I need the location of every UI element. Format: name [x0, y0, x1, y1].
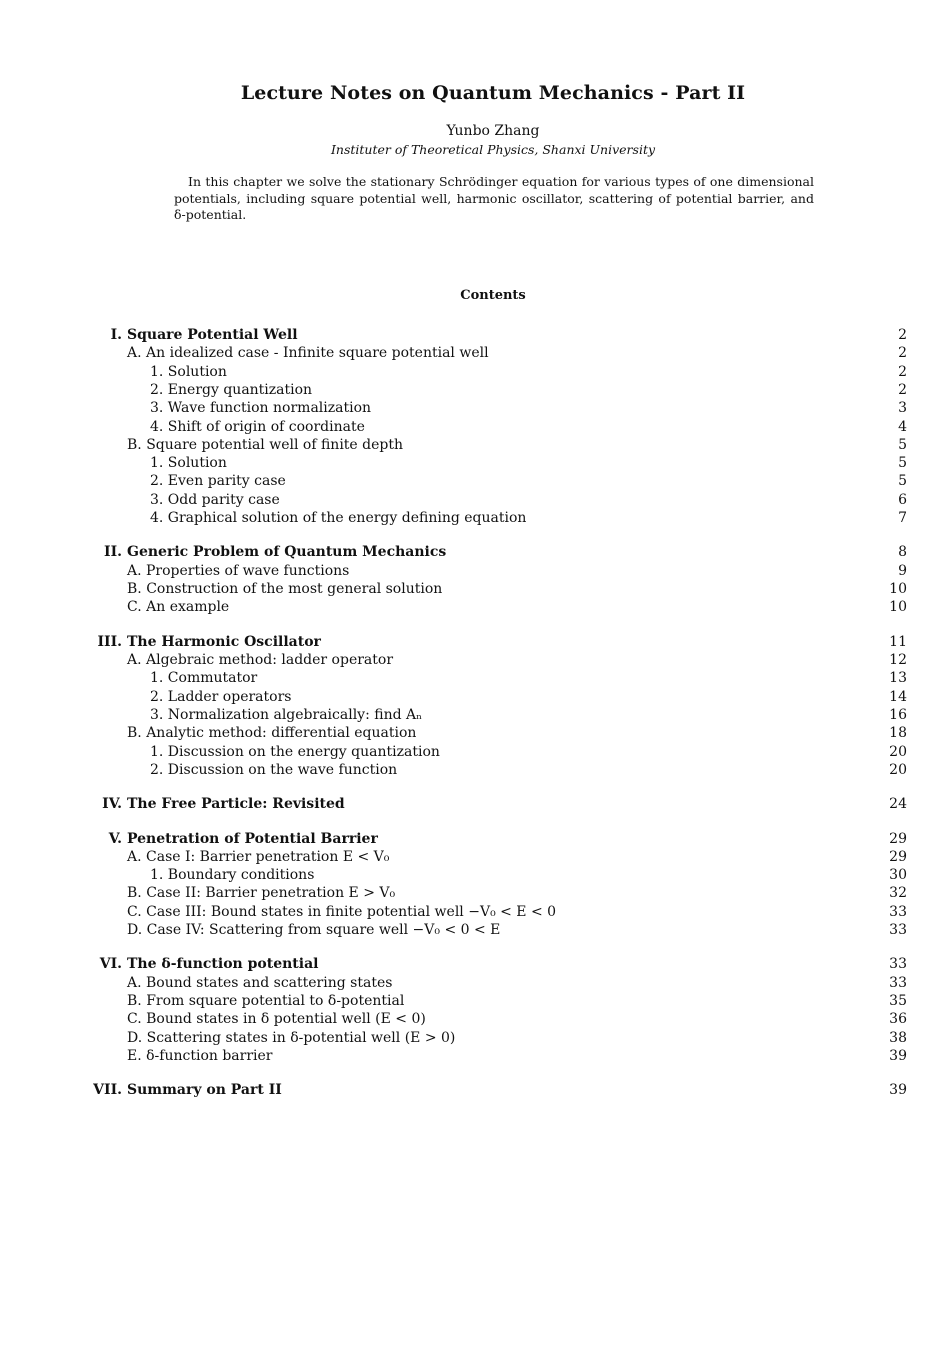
toc-subsubsection-entry[interactable] [0, 761, 952, 779]
toc-entry-label: C. Bound states in δ potential well (E < 0) [127, 1011, 426, 1028]
toc-entry-label: 2. Discussion on the wave function [150, 761, 398, 778]
toc-page-number: 10 [889, 581, 907, 598]
toc-section-number: III. [97, 633, 122, 650]
toc-subsection-entry[interactable] [0, 1029, 952, 1047]
toc-section-heading[interactable] [0, 633, 952, 651]
toc-entry-label: 1. Boundary conditions [150, 867, 315, 884]
toc-page-number: 2 [898, 327, 907, 343]
toc-page-number: 3 [898, 400, 907, 417]
toc-page-number: 39 [889, 1082, 907, 1099]
toc-entry-label: 1. Commutator [150, 670, 258, 687]
toc-page-number: 39 [889, 1047, 907, 1064]
toc-subsection-entry[interactable] [0, 651, 952, 669]
toc-section-title: The Harmonic Oscillator [127, 633, 321, 650]
toc-subsection-entry[interactable] [0, 992, 952, 1010]
toc-entry-label: A. An idealized case - Infinite square potential well [127, 345, 489, 362]
toc-section [0, 543, 952, 616]
toc-page-number: 14 [889, 688, 907, 705]
toc-subsubsection-entry[interactable] [0, 866, 952, 884]
toc-page-number: 24 [889, 796, 907, 813]
abstract-paragraph: In this chapter we solve the stationary Schrödinger equation for various types of one dimensional potentials, including square potential well, harmonic oscillator, scattering of potential barrier, and δ-potential. [174, 174, 814, 222]
toc-entry-label: 4. Shift of origin of coordinate [150, 418, 365, 435]
toc-entry-label: 2. Even parity case [150, 473, 286, 490]
toc-page-number: 7 [898, 510, 907, 527]
author-affiliation: Instituter of Theoretical Physics, Shanxi University [330, 142, 656, 157]
toc-section-title: The Free Particle: Revisited [127, 796, 345, 813]
toc-subsubsection-entry[interactable] [0, 418, 952, 436]
toc-entry-label: B. Case II: Barrier penetration E > V₀ [127, 885, 396, 902]
toc-page-number: 16 [889, 706, 907, 723]
toc-section-title: The δ-function potential [127, 956, 319, 973]
table-of-contents [0, 326, 952, 1116]
toc-subsubsection-entry[interactable] [0, 706, 952, 724]
toc-page-number: 30 [889, 867, 907, 884]
toc-section [0, 326, 952, 527]
toc-page-number: 11 [889, 633, 907, 650]
toc-subsection-entry[interactable] [0, 580, 952, 598]
toc-entry-label: 2. Energy quantization [150, 381, 313, 398]
toc-entry-label: 2. Ladder operators [150, 688, 292, 705]
toc-section-heading[interactable] [0, 543, 952, 561]
toc-entry-label: 1. Discussion on the energy quantization [150, 743, 440, 760]
toc-page-number: 36 [889, 1011, 907, 1028]
toc-section-number: VI. [99, 956, 122, 973]
toc-subsection-entry[interactable] [0, 921, 952, 939]
toc-subsection-entry[interactable] [0, 903, 952, 921]
toc-entry-label: 3. Wave function normalization [150, 400, 372, 417]
toc-entry-label: D. Case IV: Scattering from square well −V₀ < 0 < E [127, 922, 501, 939]
toc-entry-label: B. From square potential to δ-potential [127, 993, 405, 1010]
toc-section-number: II. [104, 544, 122, 561]
toc-section-heading[interactable] [0, 1081, 952, 1099]
toc-page-number: 13 [889, 670, 907, 687]
toc-entry-label: D. Scattering states in δ-potential well (E > 0) [127, 1029, 456, 1046]
toc-page-number: 5 [898, 473, 907, 490]
toc-entry-label: 1. Solution [150, 455, 227, 472]
toc-page-number: 20 [889, 761, 907, 778]
toc-section [0, 1081, 952, 1099]
toc-section-number: I. [110, 327, 122, 343]
author-name: Yunbo Zhang [446, 123, 540, 139]
toc-section-heading[interactable] [0, 830, 952, 848]
toc-page-number: 33 [889, 974, 907, 991]
toc-subsubsection-entry[interactable] [0, 491, 952, 509]
toc-entry-label: 3. Odd parity case [150, 491, 280, 508]
toc-section-title: Penetration of Potential Barrier [127, 830, 378, 847]
toc-subsubsection-entry[interactable] [0, 743, 952, 761]
toc-page-number: 6 [898, 491, 907, 508]
toc-subsubsection-entry[interactable] [0, 363, 952, 381]
toc-section-number: V. [108, 830, 122, 847]
toc-entry-label: C. Case III: Bound states in finite potential well −V₀ < E < 0 [127, 903, 557, 920]
toc-page-number: 10 [889, 599, 907, 616]
toc-page-number: 18 [889, 725, 907, 742]
toc-subsection-entry[interactable] [0, 562, 952, 580]
toc-page-number: 2 [898, 363, 907, 380]
toc-subsection-entry[interactable] [0, 1010, 952, 1028]
toc-entry-label: 3. Normalization algebraically: find Aₙ [150, 706, 423, 723]
toc-section-title: Square Potential Well [127, 327, 298, 343]
toc-page-number: 2 [898, 381, 907, 398]
toc-page-number: 20 [889, 743, 907, 760]
toc-subsection-entry[interactable] [0, 724, 952, 742]
toc-subsection-entry[interactable] [0, 974, 952, 992]
toc-entry-label: 1. Solution [150, 363, 227, 380]
toc-page-number: 38 [889, 1029, 907, 1046]
toc-section-number: IV. [102, 796, 122, 813]
toc-section-heading[interactable] [0, 955, 952, 973]
toc-subsubsection-entry[interactable] [0, 381, 952, 399]
toc-entry-label: B. Construction of the most general solution [127, 581, 443, 598]
toc-page-number: 2 [898, 345, 907, 362]
toc-page-number: 33 [889, 956, 907, 973]
toc-subsection-entry[interactable] [0, 848, 952, 866]
toc-entry-label: E. δ-function barrier [127, 1047, 273, 1064]
toc-page-number: 5 [898, 455, 907, 472]
contents-heading: Contents [460, 288, 526, 303]
toc-section-heading[interactable] [0, 326, 952, 344]
toc-subsection-entry[interactable] [0, 1047, 952, 1065]
toc-page-number: 35 [889, 993, 907, 1010]
toc-page-number: 32 [889, 885, 907, 902]
toc-subsubsection-entry[interactable] [0, 509, 952, 527]
toc-section [0, 633, 952, 779]
toc-section [0, 955, 952, 1065]
toc-section [0, 830, 952, 940]
toc-subsection-entry[interactable] [0, 884, 952, 902]
toc-subsubsection-entry[interactable] [0, 454, 952, 472]
toc-subsubsection-entry[interactable] [0, 688, 952, 706]
toc-subsection-entry[interactable] [0, 598, 952, 616]
toc-entry-label: A. Algebraic method: ladder operator [127, 652, 394, 669]
toc-page-number: 5 [898, 436, 907, 453]
toc-page-number: 12 [889, 652, 907, 669]
toc-entry-label: A. Case I: Barrier penetration E < V₀ [127, 848, 390, 865]
toc-subsubsection-entry[interactable] [0, 399, 952, 417]
toc-section [0, 795, 952, 813]
toc-page-number: 33 [889, 922, 907, 939]
toc-entry-label: A. Properties of wave functions [127, 562, 350, 579]
toc-subsection-entry[interactable] [0, 344, 952, 362]
toc-section-number: VII. [93, 1082, 122, 1099]
toc-page-number: 8 [898, 544, 907, 561]
toc-section-title: Generic Problem of Quantum Mechanics [127, 544, 447, 561]
toc-page-number: 9 [898, 562, 907, 579]
toc-page-number: 29 [889, 848, 907, 865]
toc-page-number: 4 [898, 418, 907, 435]
toc-entry-label: C. An example [127, 599, 230, 616]
toc-page-number: 29 [889, 830, 907, 847]
toc-subsubsection-entry[interactable] [0, 472, 952, 490]
toc-subsection-entry[interactable] [0, 436, 952, 454]
toc-entry-label: B. Square potential well of finite depth [127, 436, 404, 453]
toc-page-number: 33 [889, 903, 907, 920]
toc-section-title: Summary on Part II [127, 1082, 282, 1099]
toc-entry-label: B. Analytic method: differential equation [127, 725, 417, 742]
toc-section-heading[interactable] [0, 795, 952, 813]
toc-entry-label: A. Bound states and scattering states [127, 974, 393, 991]
toc-entry-label: 4. Graphical solution of the energy defining equation [150, 510, 527, 527]
toc-subsubsection-entry[interactable] [0, 669, 952, 687]
document-title: Lecture Notes on Quantum Mechanics - Part II [240, 82, 746, 104]
